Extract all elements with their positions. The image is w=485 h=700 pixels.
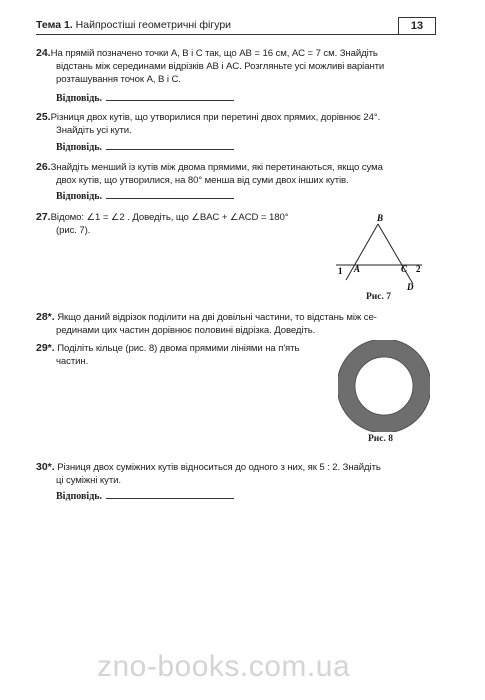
task-28 xyxy=(36,311,377,337)
ring-inner-edge xyxy=(355,357,413,415)
task-number: 25. xyxy=(36,111,51,123)
task-line: Знайдіть менший із кутів між двома прямими, які перетинаються, якщо сума xyxy=(50,162,383,173)
ring-shape xyxy=(346,348,422,424)
fig7-label-d: D xyxy=(407,282,414,292)
task-27 xyxy=(36,211,336,237)
task-line: Поділіть кільце (рис. 8) двома прямими лініями на п'ять xyxy=(57,343,300,354)
header-rule xyxy=(36,34,398,35)
task-number: 26. xyxy=(36,161,51,173)
answer-26 xyxy=(56,189,234,202)
task-30 xyxy=(36,461,381,487)
task-29 xyxy=(36,342,299,368)
figure-7-caption: Рис. 7 xyxy=(366,292,391,302)
fig7-label-a: A xyxy=(354,264,361,274)
task-24 xyxy=(36,47,384,86)
task-number: 28*. xyxy=(36,311,55,323)
topic-label: Тема 1. xyxy=(36,19,73,31)
fig7-label-1: 1 xyxy=(338,266,343,276)
watermark: zno-books.com.ua xyxy=(97,650,351,683)
answer-label: Відповідь. xyxy=(56,191,103,202)
figure-8-caption: Рис. 8 xyxy=(368,434,393,444)
task-26 xyxy=(36,161,383,187)
task-line: Різниця двох кутів, що утворилися при перетині двох прямих, дорівнює 24°. xyxy=(50,112,381,123)
figure-8 xyxy=(338,340,430,432)
answer-blank[interactable] xyxy=(106,140,234,150)
task-line: частин. xyxy=(56,356,89,367)
answer-25 xyxy=(56,140,234,153)
fig7-side-ab xyxy=(346,224,378,280)
fig7-label-c: C xyxy=(401,264,408,274)
task-line: відстань між серединами відрізків AB і AC. Розгляньте усі можливі варіанти xyxy=(56,61,385,72)
page-number: 13 xyxy=(398,17,436,35)
task-line: Якщо даний відрізок поділити на дві довільні частини, то відстань між се- xyxy=(57,312,377,323)
answer-label: Відповідь. xyxy=(56,491,103,502)
task-line: Знайдіть усі кути. xyxy=(56,125,132,136)
task-line: Різниця двох суміжних кутів відноситься до одного з них, як 5 : 2. Знайдіть xyxy=(57,462,381,473)
answer-label: Відповідь. xyxy=(56,93,103,104)
task-line: Відомо: ∠1 = ∠2 . Доведіть, що ∠BAC + ∠ACD = 180° xyxy=(50,212,289,223)
topic-heading xyxy=(36,19,231,31)
fig7-side-bc xyxy=(378,224,413,284)
task-line: розташування точок A, B і C. xyxy=(56,74,181,85)
page-header xyxy=(36,19,436,35)
answer-blank[interactable] xyxy=(106,489,234,499)
answer-24 xyxy=(56,91,234,104)
task-line: рединами цих частин дорівнює половині відрізка. Доведіть. xyxy=(56,325,316,336)
task-line: (рис. 7). xyxy=(56,225,91,236)
task-line: ці суміжні кути. xyxy=(56,475,121,486)
fig7-label-2: 2 xyxy=(416,264,421,274)
task-number: 30*. xyxy=(36,461,55,473)
task-line: На прямій позначено точки A, B і C так, що AB = 16 см, AC = 7 см. Знайдіть xyxy=(50,48,378,59)
task-number: 24. xyxy=(36,47,51,59)
figure-7 xyxy=(334,210,434,292)
answer-30 xyxy=(56,489,234,502)
fig7-label-b: B xyxy=(377,213,384,223)
topic-title: Найпростіші геометричні фігури xyxy=(75,19,232,31)
task-25 xyxy=(36,111,380,137)
task-line: двох кутів, що утворилися, на 80° менша від суми двох інших кутів. xyxy=(56,175,349,186)
answer-label: Відповідь. xyxy=(56,142,103,153)
answer-blank[interactable] xyxy=(106,91,234,101)
task-number: 29*. xyxy=(36,342,55,354)
task-number: 27. xyxy=(36,211,51,223)
answer-blank[interactable] xyxy=(106,189,234,199)
